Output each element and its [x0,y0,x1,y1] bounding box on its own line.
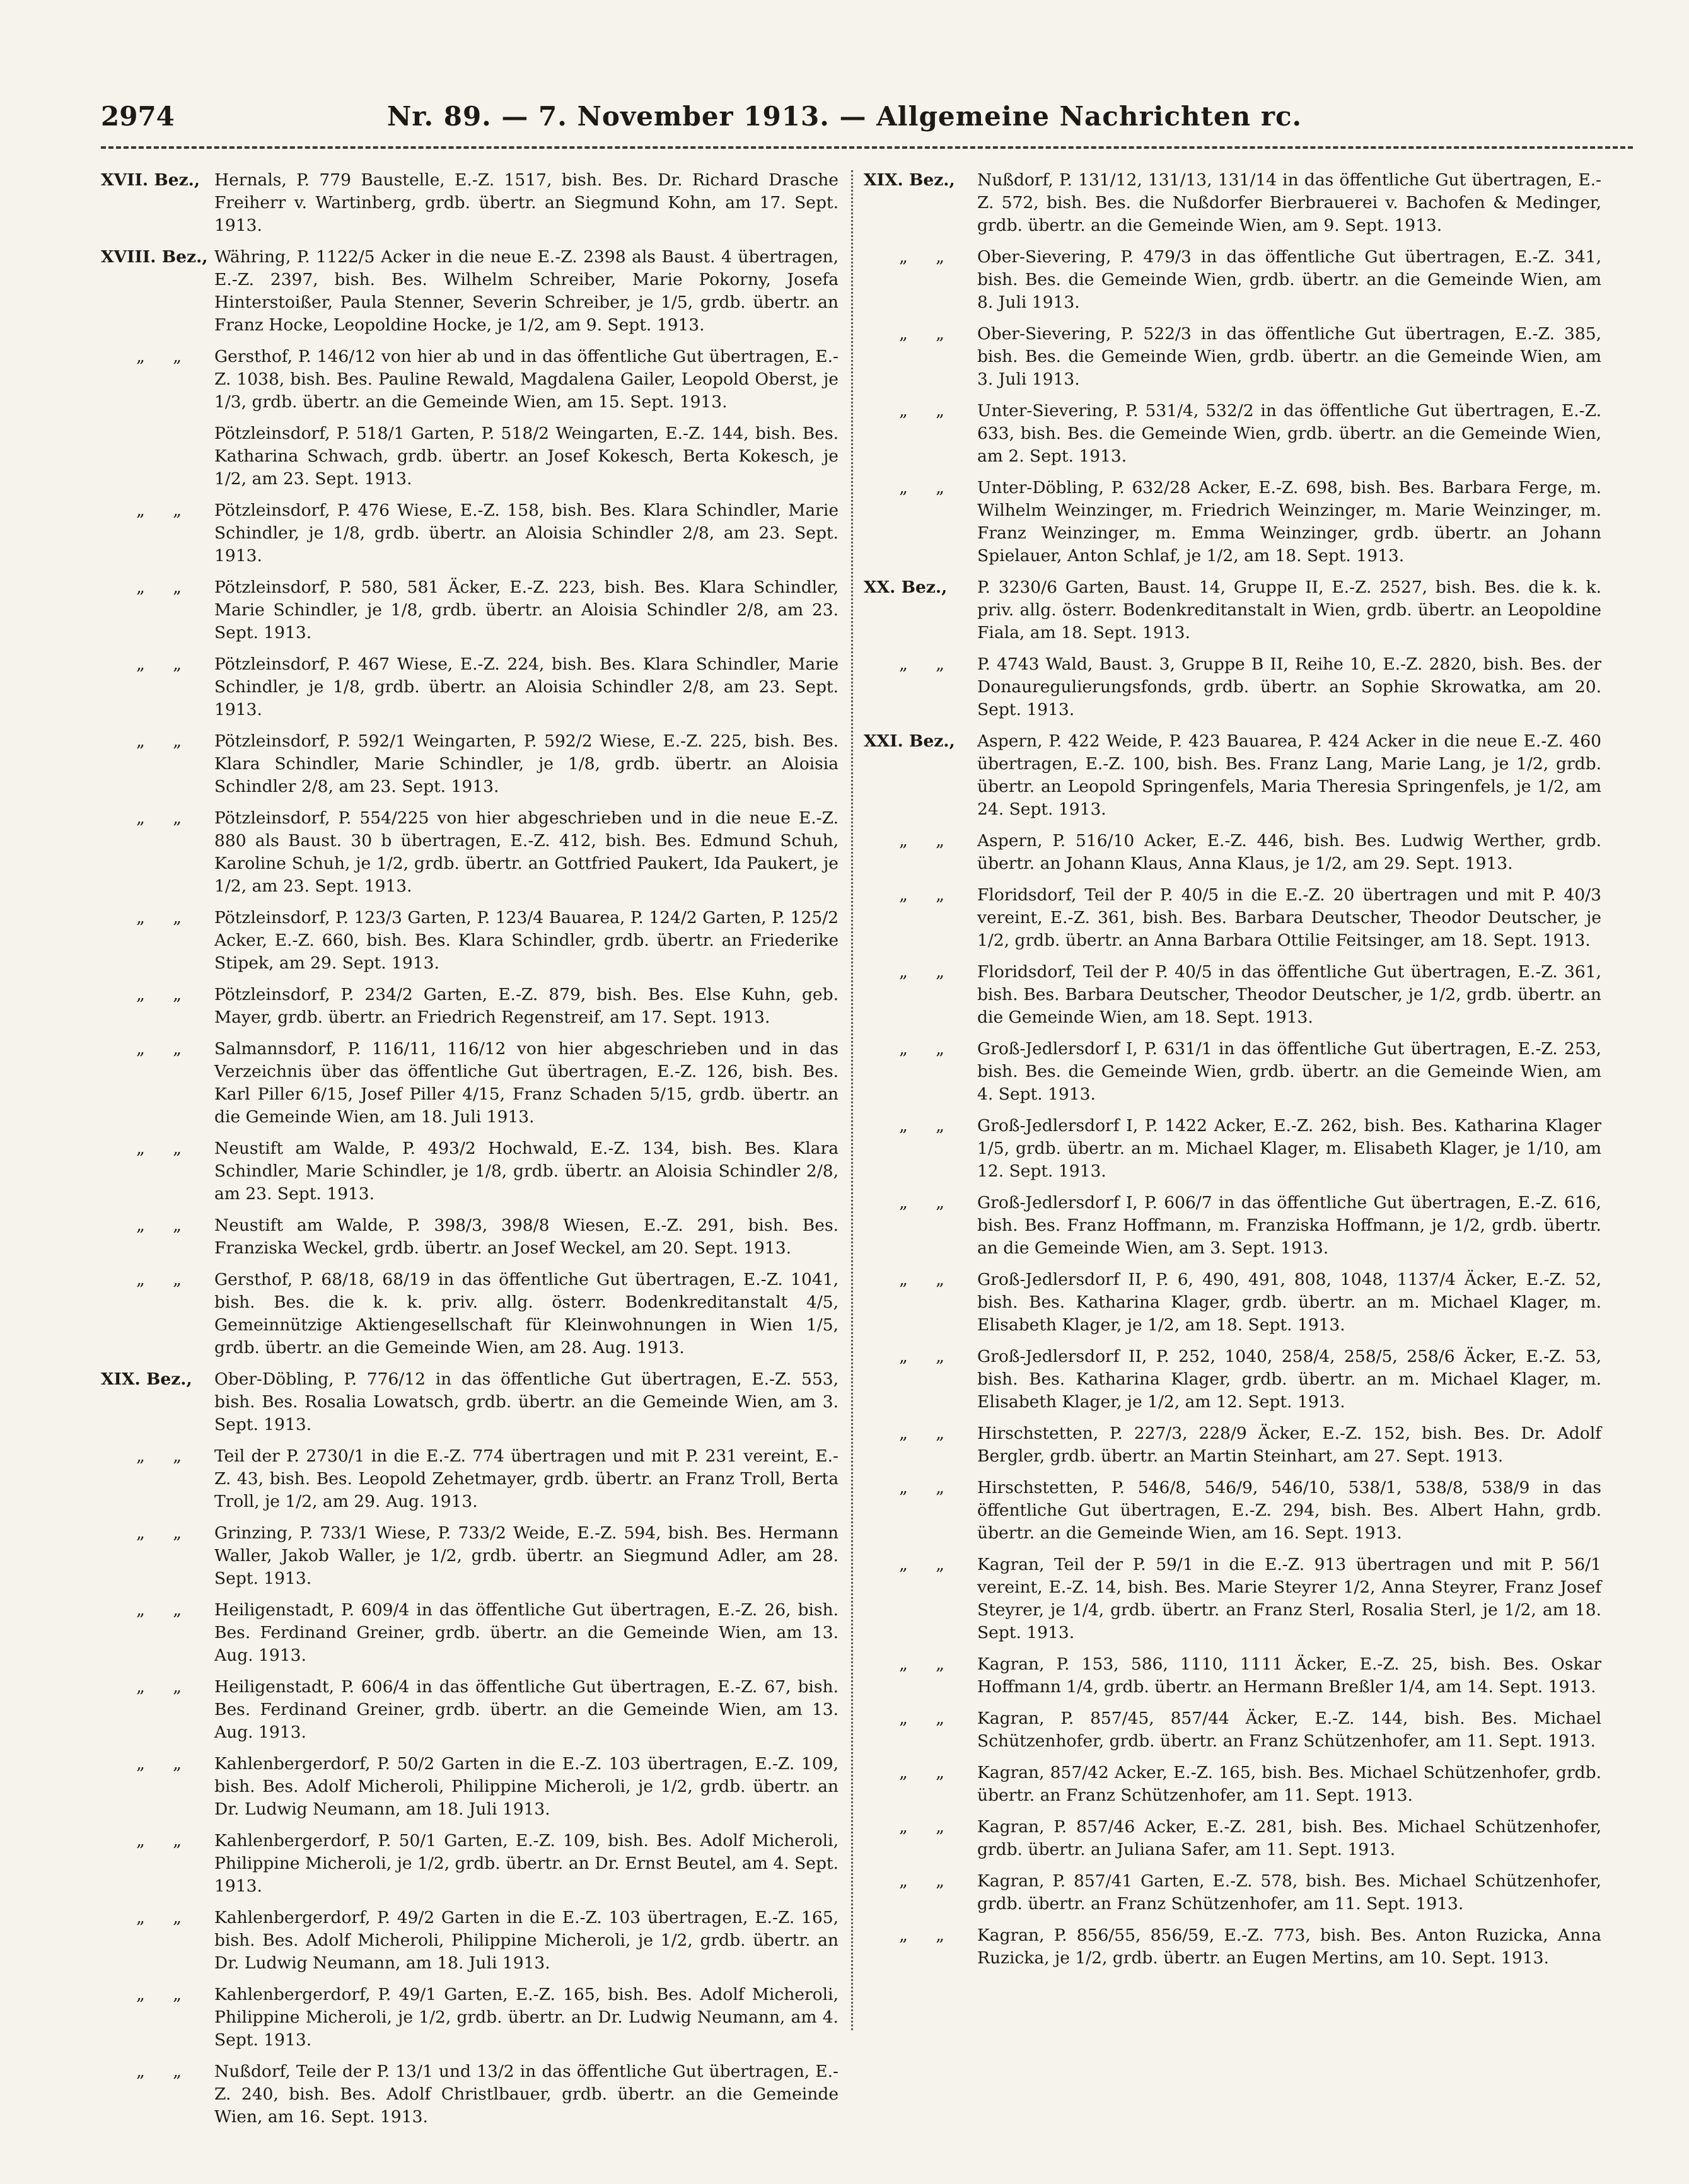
district-label: XX. Bez., [864,578,948,597]
entry-text: Neustift am Walde, P. 493/2 Hochwald, E.-Z. 134, bish. Bes. Klara Schindler, Marie Schindler, je 1/8, grdb. übertr. an Aloisia Schindler 2/8, am 23. Sept. 1913. [214,1139,839,1204]
register-entry [101,246,839,337]
entry-text: Kahlenbergerdorf, P. 50/2 Garten in die E.-Z. 103 übertragen, E.-Z. 109, bish. Bes. Adolf Micheroli, Philippine Micheroli, je 1/2, grdb. übertr. an Dr. Ludwig Neumann, am 18. Juli 1913. [214,1754,839,1819]
district-label: „ „ [899,1763,956,1782]
entry-text: Ober-Sievering, P. 522/3 in das öffentliche Gut übertragen, E.-Z. 385, bish. Bes. die Gemeinde Wien, grdb. übertr. an die Gemeinde Wien, am 3. Juli 1913. [977,324,1601,389]
entry-text: Ober-Sievering, P. 479/3 in das öffentliche Gut übertragen, E.-Z. 341, bish. Bes. die Gemeinde Wien, grdb. übertr. an die Gemeinde Wien, am 8. Juli 1913. [977,247,1601,312]
district-label: „ „ [899,1270,956,1289]
register-entry [864,1477,1601,1545]
register-entry [101,984,839,1029]
district-label: „ „ [899,1424,956,1443]
register-entry [864,1924,1601,1970]
entry-text: Heiligenstadt, P. 606/4 in das öffentliche Gut übertragen, E.-Z. 67, bish. Bes. Ferdinand Greiner, grdb. übertr. an die Gemeinde Wien, am 13. Aug. 1913. [214,1677,839,1742]
district-label: „ „ [899,1116,956,1136]
district-label: XXI. Bez., [864,731,955,751]
register-entry [864,730,1601,821]
entry-text: P. 3230/6 Garten, Baust. 14, Gruppe II, E.-Z. 2527, bish. Bes. die k. k. priv. allg. österr. Bodenkreditanstalt in Wien, grdb. übertr. an Leopoldine Fiala, am 18. Sept. 1913. [977,578,1601,642]
register-entry [101,1984,839,2052]
entry-text: Kagran, P. 857/46 Acker, E.-Z. 281, bish. Bes. Michael Schützenhofer, grdb. übertr. an Juliana Safer, am 11. Sept. 1913. [977,1817,1601,1859]
district-label: „ „ [136,1139,193,1158]
district-label: „ „ [899,654,956,674]
entry-text: Groß-Jedlersdorf I, P. 1422 Acker, E.-Z. 262, bish. Bes. Katharina Klager 1/5, grdb. übertr. an m. Michael Klager, m. Elisabeth Klager, je 1/10, am 12. Sept. 1913. [977,1116,1601,1181]
district-label: „ „ [899,247,956,267]
entry-text: Pötzleinsdorf, P. 467 Wiese, E.-Z. 224, bish. Bes. Klara Schindler, Marie Schindler, je 1/8, grdb. übertr. an Aloisia Schindler 2/8, am 23. Sept. 1913. [214,654,839,719]
register-entry [101,1137,839,1205]
register-entry [864,1269,1601,1337]
entry-text: Pötzleinsdorf, P. 518/1 Garten, P. 518/2 Weingarten, E.-Z. 144, bish. Bes. Katharina Schwach, grdb. übertr. an Josef Kokesch, Berta Kokesch, je 1/2, am 23. Sept. 1913. [214,424,839,489]
entry-text: Kagran, P. 856/55, 856/59, E.-Z. 773, bish. Bes. Anton Ruzicka, Anna Ruzicka, je 1/2, grdb. übertr. an Eugen Mertins, am 10. Sept. 1913. [977,1926,1601,1968]
entry-text: Pötzleinsdorf, P. 580, 581 Äcker, E.-Z. 223, bish. Bes. Klara Schindler, Marie Schindler, je 1/8, grdb. übertr. an Aloisia Schindler 2/8, am 23. Sept. 1913. [214,578,839,642]
entry-text: Gersthof, P. 146/12 von hier ab und in das öffentliche Gut übertragen, E.-Z. 1038, bish. Bes. Pauline Rewald, Magdalena Gailer, Leopold Oberst, je 1/3, grdb. übertr. an die Gemeinde Wien, am 15. Sept. 1913. [214,347,839,412]
register-entry [101,1445,839,1513]
page-number: 2974 [101,101,175,132]
register-entry [101,1038,839,1129]
entry-text: Heiligenstadt, P. 609/4 in das öffentliche Gut übertragen, E.-Z. 26, bish. Bes. Ferdinand Greiner, grdb. übertr. an die Gemeinde Wien, am 13. Aug. 1913. [214,1600,839,1665]
register-entry [864,1115,1601,1183]
district-label: „ „ [136,1677,193,1697]
register-entry [101,807,839,898]
register-entry [101,1830,839,1898]
district-label: „ „ [136,808,193,828]
register-entry [864,477,1601,567]
entry-text: Kahlenbergerdorf, P. 49/1 Garten, E.-Z. 165, bish. Bes. Adolf Micheroli, Philippine Micheroli, je 1/2, grdb. übertr. an Dr. Ludwig Neumann, am 4. Sept. 1913. [214,1985,839,2050]
district-label: „ „ [136,908,193,927]
entry-text: Ober-Döbling, P. 776/12 in das öffentliche Gut übertragen, E.-Z. 553, bish. Bes. Rosalia Lowatsch, grdb. übertr. an die Gemeinde Wien, am 3. Sept. 1913. [214,1369,839,1434]
register-entry [864,884,1601,952]
district-label: „ „ [136,1831,193,1850]
district-label: XVII. Bez., [101,170,200,190]
district-label: „ „ [899,1555,956,1574]
entry-text: Gersthof, P. 68/18, 68/19 in das öffentliche Gut übertragen, E.-Z. 1041, bish. Bes. die k. k. priv. allg. österr. Bodenkreditanstalt 4/5, Gemeinnützige Aktiengesellschaft für Kleinwohnungen in Wien 1/5, grdb. übertr. an die Gemeinde Wien, am 28. Aug. 1913. [214,1270,839,1357]
district-label: „ „ [136,1523,193,1543]
register-entry [101,346,839,414]
register-entry [101,1599,839,1667]
entry-text: Unter-Sievering, P. 531/4, 532/2 in das öffentliche Gut übertragen, E.-Z. 633, bish. Bes. die Gemeinde Wien, grdb. übertr. an die Gemeinde Wien, am 2. Sept. 1913. [977,401,1601,466]
entry-text: Kagran, P. 153, 586, 1110, 1111 Äcker, E.-Z. 25, bish. Bes. Oskar Hoffmann 1/4, grdb. übertr. an Hermann Breßler 1/4, am 14. Sept. 1913. [977,1654,1601,1697]
register-entry [864,961,1601,1029]
entry-text: P. 4743 Wald, Baust. 3, Gruppe B II, Reihe 10, E.-Z. 2820, bish. Bes. der Donauregulierungsfonds, grdb. übertr. an Sophie Skrowatka, am 20. Sept. 1913. [977,654,1601,719]
entry-text: Kagran, Teil der P. 59/1 in die E.-Z. 913 übertragen und mit P. 56/1 vereint, E.-Z. 14, bish. Bes. Marie Steyrer 1/2, Anna Steyrer, Franz Josef Steyrer, je 1/4, grdb. übertr. an Franz Sterl, Rosalia Sterl, je 1/2, am 18. Sept. 1913. [977,1555,1601,1642]
district-label: „ „ [136,1985,193,2004]
entry-text: Kagran, P. 857/45, 857/44 Äcker, E.-Z. 144, bish. Bes. Michael Schützenhofer, grdb. übertr. an Franz Schützenhofer, am 11. Sept. 1913. [977,1709,1601,1751]
district-label: „ „ [136,654,193,674]
district-label: „ „ [136,1600,193,1620]
district-label: „ „ [136,1908,193,1927]
register-entry [864,1422,1601,1468]
district-label: „ „ [899,478,956,497]
district-label: „ „ [136,578,193,597]
entry-text: Floridsdorf, Teil der P. 40/5 in die E.-Z. 20 übertragen und mit P. 40/3 vereint, E.-Z. 361, bish. Bes. Barbara Deutscher, Theodor Deutscher, je 1/2, grdb. übertr. an Anna Barbara Ottilie Feitsinger, am 18. Sept. 1913. [977,885,1601,950]
right-column [864,169,1601,1978]
district-label: „ „ [899,1478,956,1497]
register-entry [864,576,1601,644]
entry-text: Groß-Jedlersdorf II, P. 252, 1040, 258/4, 258/5, 258/6 Äcker, E.-Z. 53, bish. Bes. Katharina Klager, grdb. übertr. an m. Michael Klager, m. Elisabeth Klager, je 1/2, am 12. Sept. 1913. [977,1347,1601,1412]
entry-text: Pötzleinsdorf, P. 554/225 von hier abgeschrieben und in die neue E.-Z. 880 als Baust. 30 b übertragen, E.-Z. 412, bish. Bes. Edmund Schuh, Karoline Schuh, je 1/2, grdb. übertr. an Gottfried Paukert, Ida Paukert, je 1/2, am 23. Sept. 1913. [214,808,839,896]
register-entry [101,730,839,798]
entry-text: Groß-Jedlersdorf I, P. 631/1 in das öffentliche Gut übertragen, E.-Z. 253, bish. Bes. die Gemeinde Wien, grdb. übertr. an die Gemeinde Wien, am 4. Sept. 1913. [977,1039,1601,1104]
entry-text: Floridsdorf, Teil der P. 40/5 in das öffentliche Gut übertragen, E.-Z. 361, bish. Bes. Barbara Deutscher, Theodor Deutscher, je 1/2, grdb. übertr. an die Gemeinde Wien, am 18. Sept. 1913. [977,962,1601,1027]
district-label: „ „ [136,1446,193,1466]
district-label: „ „ [899,885,956,905]
entry-text: Kahlenbergerdorf, P. 49/2 Garten in die E.-Z. 103 übertragen, E.-Z. 165, bish. Bes. Adolf Micheroli, Philippine Micheroli, je 1/2, grdb. übertr. an Dr. Ludwig Neumann, am 18. Juli 1913. [214,1908,839,1973]
district-label: XIX. Bez., [101,1369,192,1389]
district-label: „ „ [136,1754,193,1774]
entry-text: Aspern, P. 516/10 Acker, E.-Z. 446, bish. Bes. Ludwig Werther, grdb. übertr. an Johann Klaus, Anna Klaus, je 1/2, am 29. Sept. 1913. [977,831,1601,873]
entry-text: Nußdorf, Teile der P. 13/1 und 13/2 in das öffentliche Gut übertragen, E.-Z. 240, bish. Bes. Adolf Christlbauer, grdb. übertr. an die Gemeinde Wien, am 16. Sept. 1913. [214,2062,839,2127]
entry-text: Pötzleinsdorf, P. 592/1 Weingarten, P. 592/2 Wiese, E.-Z. 225, bish. Bes. Klara Schindler, Marie Schindler, je 1/8, grdb. übertr. an Aloisia Schindler 2/8, am 23. Sept. 1913. [214,731,839,796]
register-entry [864,1653,1601,1699]
entry-text: Pötzleinsdorf, P. 123/3 Garten, P. 123/4 Bauarea, P. 124/2 Garten, P. 125/2 Acker, E.-Z. 660, bish. Bes. Klara Schindler, grdb. übertr. an Friederike Stipek, am 29. Sept. 1913. [214,908,839,973]
register-entry [864,1038,1601,1106]
district-label: „ „ [136,1216,193,1235]
district-label: „ „ [136,1039,193,1059]
register-entry [101,2060,839,2129]
district-label: „ „ [899,962,956,982]
district-label: „ „ [899,324,956,344]
register-entry [101,1214,839,1260]
column-separator [851,170,853,2030]
district-label: „ „ [136,1270,193,1289]
register-entry [864,1345,1601,1414]
entry-text: Teil der P. 2730/1 in die E.-Z. 774 übertragen und mit P. 231 vereint, E.-Z. 43, bish. Bes. Leopold Zehetmayer, grdb. übertr. an Franz Troll, Berta Troll, je 1/2, am 29. Aug. 1913. [214,1446,839,1511]
entry-text: Kagran, P. 857/41 Garten, E.-Z. 578, bish. Bes. Michael Schützenhofer, grdb. übertr. an Franz Schützenhofer, am 11. Sept. 1913. [977,1871,1601,1914]
entry-text: Neustift am Walde, P. 398/3, 398/8 Wiesen, E.-Z. 291, bish. Bes. Franziska Weckel, grdb. übertr. an Josef Weckel, am 20. Sept. 1913. [214,1216,839,1258]
running-head: Nr. 89. — 7. November 1913. — Allgemeine Nachrichten rc. [386,101,1303,132]
district-label: „ „ [899,1926,956,1945]
left-column [101,169,839,2137]
register-entry [101,1269,839,1359]
header-rule [101,146,1633,149]
entry-text: Salmannsdorf, P. 116/11, 116/12 von hier abgeschrieben und in das Verzeichnis über das öffentliche Gut übertragen, E.-Z. 126, bish. Bes. Karl Piller 6/15, Josef Piller 4/15, Franz Schaden 5/15, grdb. übertr. an die Gemeinde Wien, am 18. Juli 1913. [214,1039,839,1127]
entry-text: Grinzing, P. 733/1 Wiese, P. 733/2 Weide, E.-Z. 594, bish. Bes. Hermann Waller, Jakob Waller, je 1/2, grdb. übertr. an Siegmund Adler, am 28. Sept. 1913. [214,1523,839,1588]
register-entry [864,830,1601,875]
district-label: „ „ [899,1347,956,1366]
register-entry [101,1676,839,1744]
register-entry [864,1707,1601,1753]
entry-text: Kagran, 857/42 Acker, E.-Z. 165, bish. Bes. Michael Schützenhofer, grdb. übertr. an Franz Schützenhofer, am 11. Sept. 1913. [977,1763,1601,1805]
entry-text: Kahlenbergerdorf, P. 50/1 Garten, E.-Z. 109, bish. Bes. Adolf Micheroli, Philippine Micheroli, je 1/2, grdb. übertr. an Dr. Ernst Beutel, am 4. Sept. 1913. [214,1831,839,1896]
register-entry [864,246,1601,314]
district-label: „ „ [899,1039,956,1059]
register-entry [864,1192,1601,1260]
district-label: „ „ [136,501,193,520]
register-entry [864,1762,1601,1807]
entry-text: Hirschstetten, P. 546/8, 546/9, 546/10, 538/1, 538/8, 538/9 in das öffentliche Gut übertragen, E.-Z. 294, bish. Bes. Albert Hahn, grdb. übertr. an die Gemeinde Wien, am 16. Sept. 1913. [977,1478,1601,1543]
district-label: „ „ [136,985,193,1004]
register-entry [101,1368,839,1436]
district-label: „ „ [899,401,956,421]
register-entry [864,1554,1601,1644]
register-entry [864,400,1601,468]
entry-text: Währing, P. 1122/5 Acker in die neue E.-Z. 2398 als Baust. 4 übertragen, E.-Z. 2397, bish. Bes. Wilhelm Schreiber, Marie Pokorny, Josefa Hinterstoißer, Paula Stenner, Severin Schreiber, je 1/5, grdb. übertr. an Franz Hocke, Leopoldine Hocke, je 1/2, am 9. Sept. 1913. [214,247,839,335]
register-entry [101,1907,839,1975]
register-entry [101,576,839,644]
district-label: „ „ [899,1709,956,1728]
register-entry [864,1816,1601,1861]
entry-text: Pötzleinsdorf, P. 234/2 Garten, E.-Z. 879, bish. Bes. Else Kuhn, geb. Mayer, grdb. übertr. an Friedrich Regenstreif, am 17. Sept. 1913. [214,985,839,1027]
register-entry [101,653,839,721]
register-entry [864,653,1601,721]
entry-text: Unter-Döbling, P. 632/28 Acker, E.-Z. 698, bish. Bes. Barbara Ferge, m. Wilhelm Weinzinger, m. Friedrich Weinzinger, m. Marie Weinzinger, m. Franz Weinzinger, m. Emma Weinzinger, grdb. übertr. an Johann Spielauer, Anton Schlaf, je 1/2, am 18. Sept. 1913. [977,478,1601,566]
register-entry [101,422,839,491]
entry-text: Hernals, P. 779 Baustelle, E.-Z. 1517, bish. Bes. Dr. Richard Drasche Freiherr v. Wartinberg, grdb. übertr. an Siegmund Kohn, am 17. Sept. 1913. [214,170,839,235]
entry-text: Pötzleinsdorf, P. 476 Wiese, E.-Z. 158, bish. Bes. Klara Schindler, Marie Schindler, je 1/8, grdb. übertr. an Aloisia Schindler 2/8, am 23. Sept. 1913. [214,501,839,566]
district-label: „ „ [899,1654,956,1674]
register-entry [101,1522,839,1590]
district-label: „ „ [136,2062,193,2081]
register-entry [864,1870,1601,1915]
district-label [101,422,214,491]
entry-text: Nußdorf, P. 131/12, 131/13, 131/14 in das öffentliche Gut übertragen, E.-Z. 572, bish. Bes. die Nußdorfer Bierbrauerei v. Bachofen & Medinger, grdb. übertr. an die Gemeinde Wien, am 9. Sept. 1913. [977,170,1601,235]
register-entry [101,499,839,567]
district-label: „ „ [136,731,193,751]
district-label: „ „ [899,831,956,851]
register-entry [101,169,839,237]
register-entry [864,323,1601,391]
district-label: XIX. Bez., [864,170,955,190]
register-entry [101,907,839,975]
register-entry [101,1753,839,1821]
entry-text: Groß-Jedlersdorf II, P. 6, 490, 491, 808, 1048, 1137/4 Äcker, E.-Z. 52, bish. Bes. Katharina Klager, grdb. übertr. an m. Michael Klager, m. Elisabeth Klager, je 1/2, am 18. Sept. 1913. [977,1270,1601,1335]
entry-text: Hirschstetten, P. 227/3, 228/9 Äcker, E.-Z. 152, bish. Bes. Dr. Adolf Bergler, grdb. übertr. an Martin Steinhart, am 27. Sept. 1913. [977,1424,1601,1466]
entry-text: Groß-Jedlersdorf I, P. 606/7 in das öffentliche Gut übertragen, E.-Z. 616, bish. Bes. Franz Hoffmann, m. Franziska Hoffmann, je 1/2, grdb. übertr. an die Gemeinde Wien, am 3. Sept. 1913. [977,1193,1601,1258]
entry-text: Aspern, P. 422 Weide, P. 423 Bauarea, P. 424 Acker in die neue E.-Z. 460 übertragen, E.-Z. 100, bish. Bes. Franz Lang, Marie Lang, je 1/2, grdb. übertr. an Leopold Springenfels, Maria Theresia Springenfels, je 1/2, am 24. Sept. 1913. [977,731,1601,819]
district-label: XVIII. Bez., [101,247,208,267]
register-entry [864,169,1601,237]
district-label: „ „ [899,1817,956,1837]
district-label: „ „ [136,347,193,366]
district-label: „ „ [899,1193,956,1212]
district-label: „ „ [899,1871,956,1891]
